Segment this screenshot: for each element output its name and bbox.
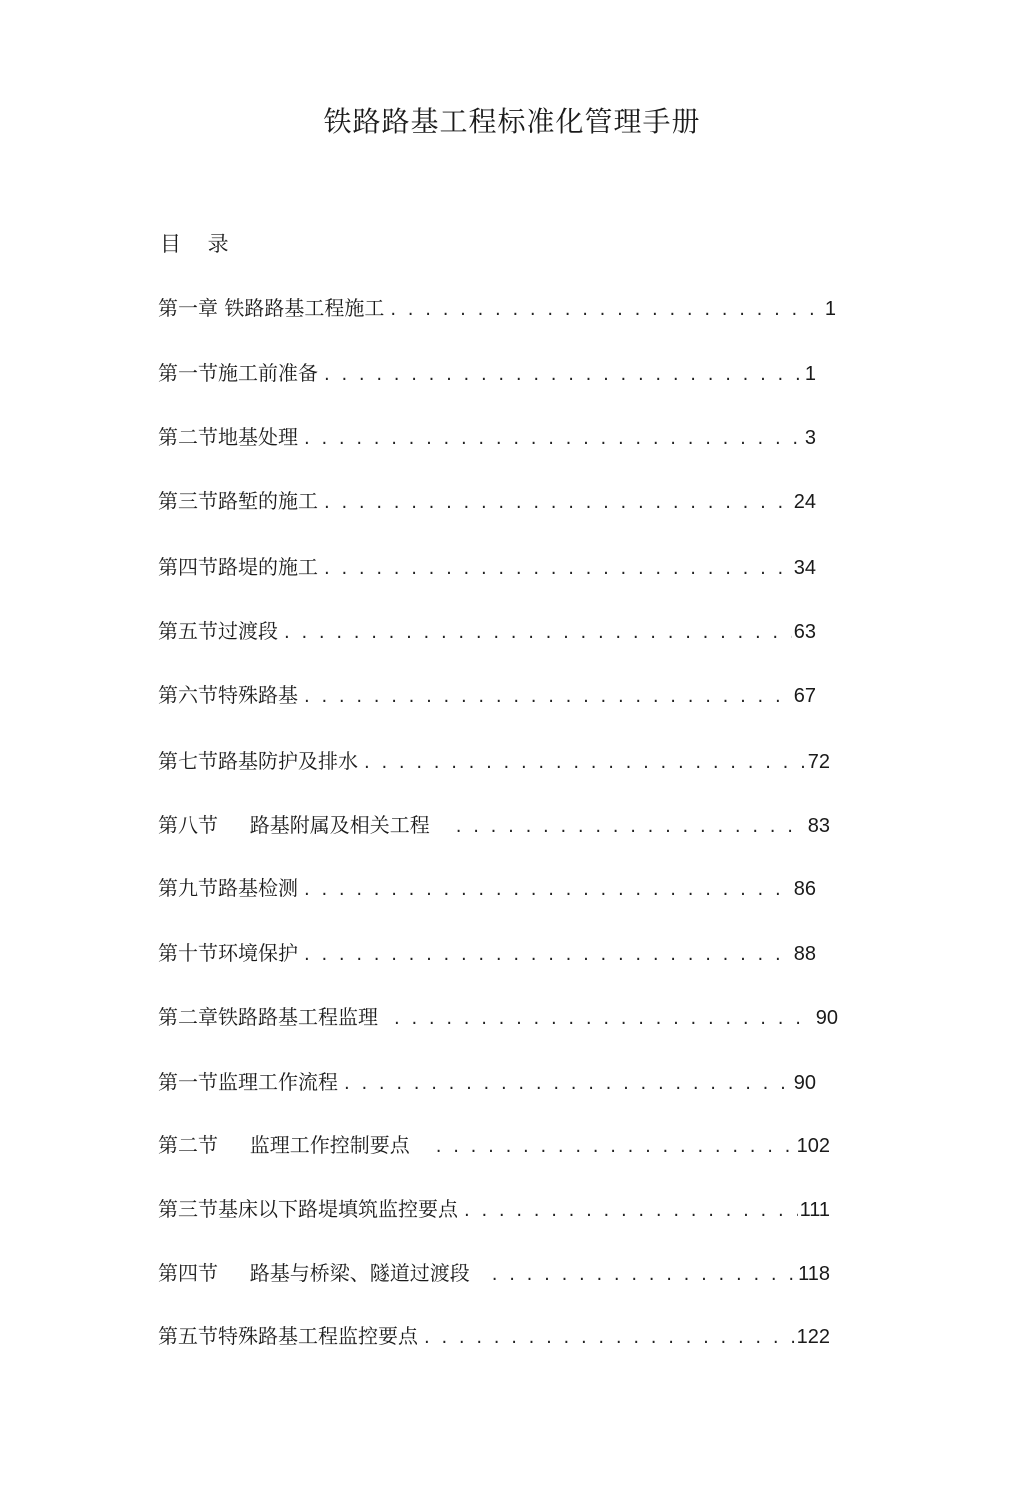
toc-leader-dots: [304, 428, 803, 449]
toc-entry-label: 第三节基床以下路堤填筑监控要点: [158, 1197, 458, 1221]
toc-entry-page: 118: [798, 1263, 830, 1285]
toc-entry-label: 第九节路基检测: [158, 876, 298, 900]
toc-entry-page: 72: [807, 751, 830, 773]
toc-heading: 目 录: [160, 232, 239, 256]
toc-entry-page: 83: [807, 815, 830, 837]
toc-leader-dots: [324, 492, 792, 513]
toc-entry[interactable]: [158, 551, 816, 581]
toc-entry-label: 第十节环境保护: [158, 941, 298, 965]
toc-entry-page: 1: [804, 363, 816, 385]
toc-entry-label: 第四节路堤的施工: [158, 555, 318, 579]
toc-entry-label: 第一节施工前准备: [158, 361, 318, 385]
toc-entry[interactable]: [158, 421, 816, 451]
toc-entry-label: 第一章 铁路路基工程施工: [158, 296, 385, 320]
toc-entry[interactable]: [158, 357, 816, 387]
toc-entry-page: 88: [793, 943, 816, 965]
toc-leader-dots: [456, 816, 806, 837]
toc-entry-page: 67: [793, 685, 816, 707]
toc-entry[interactable]: [158, 809, 830, 839]
toc-leader-dots: [436, 1136, 795, 1157]
toc-entry[interactable]: [158, 679, 816, 709]
toc-entry-page: 102: [796, 1135, 830, 1157]
toc-entry-page: 122: [796, 1326, 830, 1348]
toc-entry[interactable]: [158, 1257, 830, 1287]
toc-entry-label: 第一节监理工作流程: [158, 1070, 338, 1094]
toc-entry-label: 第五节过渡段: [158, 619, 278, 643]
toc-leader-dots: [390, 299, 823, 320]
toc-leader-dots: [324, 558, 792, 579]
toc-entry-page: 3: [804, 427, 816, 449]
toc-entry-label: 第二章铁路路基工程监理: [158, 1005, 378, 1029]
toc-entry[interactable]: [158, 1320, 830, 1350]
toc-entry[interactable]: [158, 292, 836, 322]
toc-entry-label: 第六节特殊路基: [158, 683, 298, 707]
toc-entry-label: 第八节 路基附属及相关工程: [158, 813, 430, 837]
toc-entry[interactable]: [158, 937, 816, 967]
toc-entry-label: 第三节路堑的施工: [158, 489, 318, 513]
toc-entry[interactable]: [158, 485, 816, 515]
toc-leader-dots: [344, 1073, 792, 1094]
toc-entry[interactable]: [158, 615, 816, 645]
toc-entry-page: 34: [793, 557, 816, 579]
toc-entry-page: 111: [799, 1199, 830, 1221]
document-title: 铁路路基工程标准化管理手册: [323, 105, 701, 138]
toc-leader-dots: [464, 1200, 798, 1221]
toc-leader-dots: [304, 879, 792, 900]
toc-entry-label: 第五节特殊路基工程监控要点: [158, 1324, 418, 1348]
toc-entry-label: 第二节地基处理: [158, 425, 298, 449]
toc-entry[interactable]: [158, 1193, 830, 1223]
toc-leader-dots: [492, 1264, 796, 1285]
toc-entry[interactable]: [158, 1066, 816, 1096]
toc-entry-page: 1: [824, 298, 836, 320]
toc-entry[interactable]: [158, 872, 816, 902]
toc-entry-page: 90: [815, 1007, 838, 1029]
toc-leader-dots: [394, 1008, 814, 1029]
toc-entry-page: 24: [793, 491, 816, 513]
toc-leader-dots: [324, 364, 803, 385]
toc-entry[interactable]: [158, 1001, 838, 1031]
toc-entry-label: 第二节 监理工作控制要点: [158, 1133, 410, 1157]
toc-leader-dots: [304, 686, 792, 707]
toc-leader-dots: [304, 944, 792, 965]
toc-leader-dots: [364, 752, 806, 773]
toc-entry-page: 90: [793, 1072, 816, 1094]
toc-entry[interactable]: [158, 745, 830, 775]
toc-entry-label: 第七节路基防护及排水: [158, 749, 358, 773]
toc-leader-dots: [284, 622, 792, 643]
toc-entry[interactable]: [158, 1129, 830, 1159]
toc-entry-page: 63: [793, 621, 816, 643]
toc-entry-label: 第四节 路基与桥梁、隧道过渡段: [158, 1261, 470, 1285]
toc-leader-dots: [424, 1327, 795, 1348]
toc-entry-page: 86: [793, 878, 816, 900]
